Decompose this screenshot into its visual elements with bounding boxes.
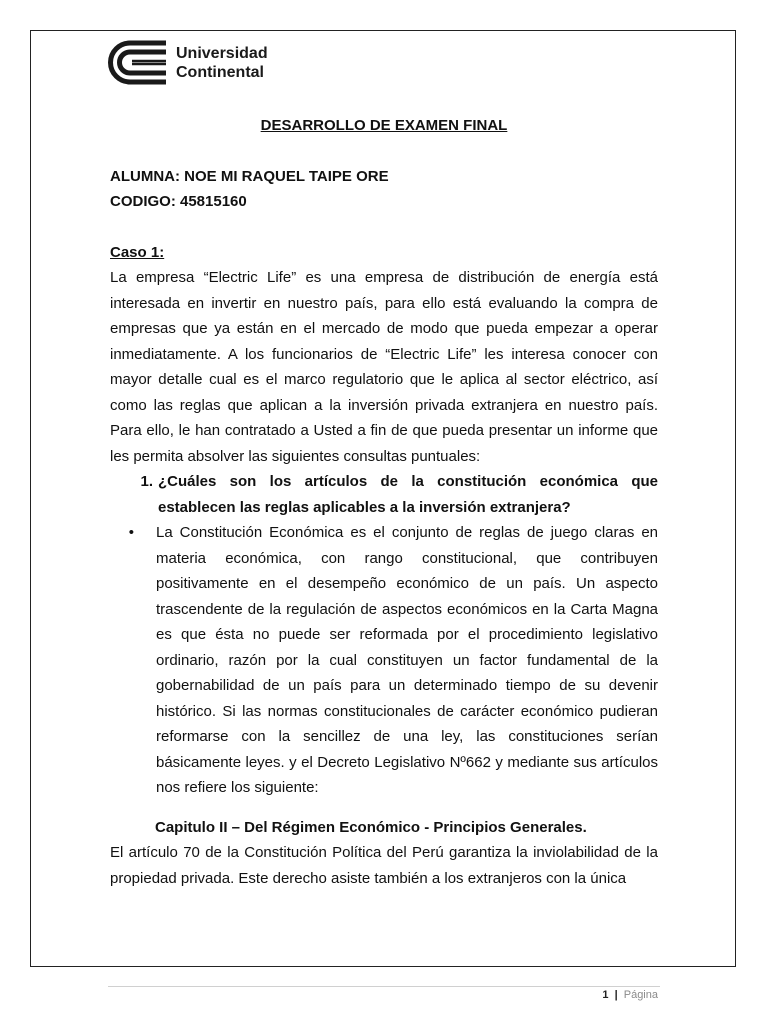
footer-divider [108, 986, 660, 987]
question-number: 1. [140, 473, 153, 490]
article-paragraph: El artículo 70 de la Constitución Política del Perú garantiza la inviolabilidad de la propiedad privada. Este derecho asiste también a los extranjeros con la única [110, 844, 658, 887]
university-name-line1: Universidad [176, 44, 268, 62]
university-name [176, 44, 268, 82]
university-logo [108, 40, 268, 85]
chapter-heading: Capitulo II – Del Régimen Económico - Principios Generales. [155, 818, 587, 836]
bullet-item [110, 520, 658, 801]
document-title: DESARROLLO DE EXAMEN FINAL [260, 117, 508, 134]
case-title: Caso 1: [110, 243, 165, 261]
case-paragraph: La empresa “Electric Life” es una empresa de distribución de energía está interesada en invertir en nuestro país, para ello está evaluando la compra de empresas que ya están en el mercado de modo que pueda empezar a operar inmediatamente. A los funcionarios de “Electric Life” les interesa conocer con mayor detalle cual es el marco regulatorio que le aplica al sector eléctrico, así como las reglas que aplican a la inversión privada extranjera en nuestro país. Para ello, le han contratado a Usted a fin de que pueda presentar un informe que les permita absolver las siguientes consultas puntuales: [110, 269, 658, 465]
question-item [110, 469, 658, 520]
university-name-line2: Continental [176, 63, 264, 81]
page-footer [602, 988, 658, 1002]
page-label: Página [623, 989, 658, 1001]
footer-separator: | [614, 989, 618, 1001]
bullet-text: La Constitución Económica es el conjunto de reglas de juego claras en materia económica, con rango constitucional, que contribuyen positivamente en el desempeño económico de un país. Un aspecto trascendente de la regulación de aspectos económicos en la Carta Magna es que ésta no puede ser reformada por el procedimiento legislativo ordinario, razón por la cual constituyen un factor fundamental de la gobernabilidad de un país para un determinado tiempo de su devenir histórico. Si las normas constitucionales de carácter económico pudieran reformarse con la sencillez de una ley, las constituciones serían básicamente leyes. y el Decreto Legislativo Nº662 y mediante sus artículos nos refiere los siguiente: [156, 524, 658, 796]
question-text: ¿Cuáles son los artículos de la constitución económica que establecen las reglas aplicables a la inversión extranjera? [158, 473, 658, 516]
bullet-icon: • [128, 524, 134, 541]
university-logo-icon [108, 40, 168, 85]
page-number: 1 [602, 989, 609, 1001]
student-code: CODIGO: 45815160 [110, 193, 247, 210]
document-body [110, 113, 658, 891]
student-name: ALUMNA: NOE MI RAQUEL TAIPE ORE [110, 167, 389, 185]
